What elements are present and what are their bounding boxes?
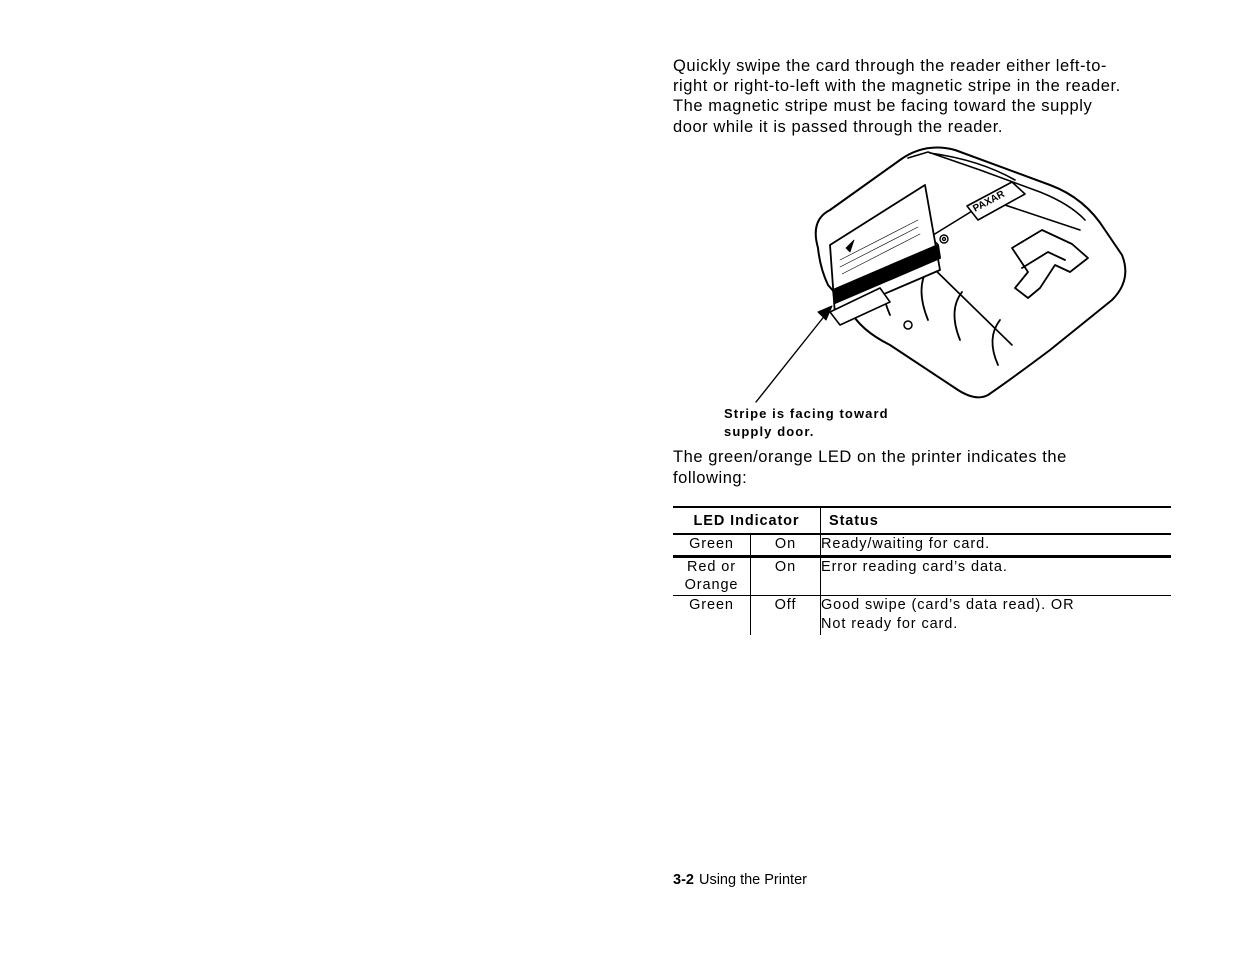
- led-intro-line: following:: [673, 469, 748, 487]
- table-row: [673, 596, 1171, 636]
- header-status: Status: [821, 507, 1172, 534]
- led-color: Green: [689, 536, 734, 552]
- intro-line: Quickly swipe the card through the reader either left-to-: [673, 57, 1107, 75]
- led-state-cell: On: [751, 534, 821, 557]
- page-footer: [673, 872, 807, 888]
- intro-line: right or right-to-left with the magnetic stripe in the reader.: [673, 77, 1121, 96]
- led-intro-paragraph: [673, 447, 1193, 489]
- led-color: Green: [689, 597, 734, 613]
- caption-line: supply door.: [724, 424, 815, 439]
- led-state-cell: Off: [751, 596, 821, 636]
- status-cell: Ready/waiting for card.: [821, 534, 1172, 557]
- led-color-cell: [673, 534, 751, 557]
- svg-text:PAXAR: PAXAR: [971, 188, 1007, 215]
- led-intro-line: The green/orange LED on the printer indicates the: [673, 448, 1067, 466]
- led-color-cell: [673, 557, 751, 596]
- intro-paragraph: [673, 56, 1193, 137]
- intro-line: The magnetic stripe must be facing toward the supply: [673, 97, 1093, 116]
- status-cell: [821, 596, 1172, 636]
- status-cell: Error reading card’s data.: [821, 557, 1172, 596]
- caption-line: Stripe is facing toward: [724, 406, 889, 421]
- led-color-cell: [673, 596, 751, 636]
- status-line: Not ready for card.: [821, 616, 959, 632]
- section-title: Using the Printer: [698, 872, 807, 888]
- figure-caption: [724, 405, 889, 441]
- status-line: Good swipe (card’s data read). OR: [821, 597, 1075, 613]
- led-color: Orange: [684, 577, 739, 593]
- stripe-arrow: [756, 306, 832, 402]
- led-state-cell: On: [751, 557, 821, 596]
- table-header-row: [673, 507, 1171, 534]
- page-number: 3-2: [673, 872, 694, 888]
- led-status-table: [673, 506, 1171, 635]
- table-row: [673, 534, 1171, 557]
- header-led-indicator: LED Indicator: [673, 507, 821, 534]
- led-color: Red or: [687, 559, 736, 575]
- printer-illustration: [750, 140, 1130, 405]
- table-row: [673, 557, 1171, 596]
- intro-line: door while it is passed through the reader.: [673, 117, 1004, 136]
